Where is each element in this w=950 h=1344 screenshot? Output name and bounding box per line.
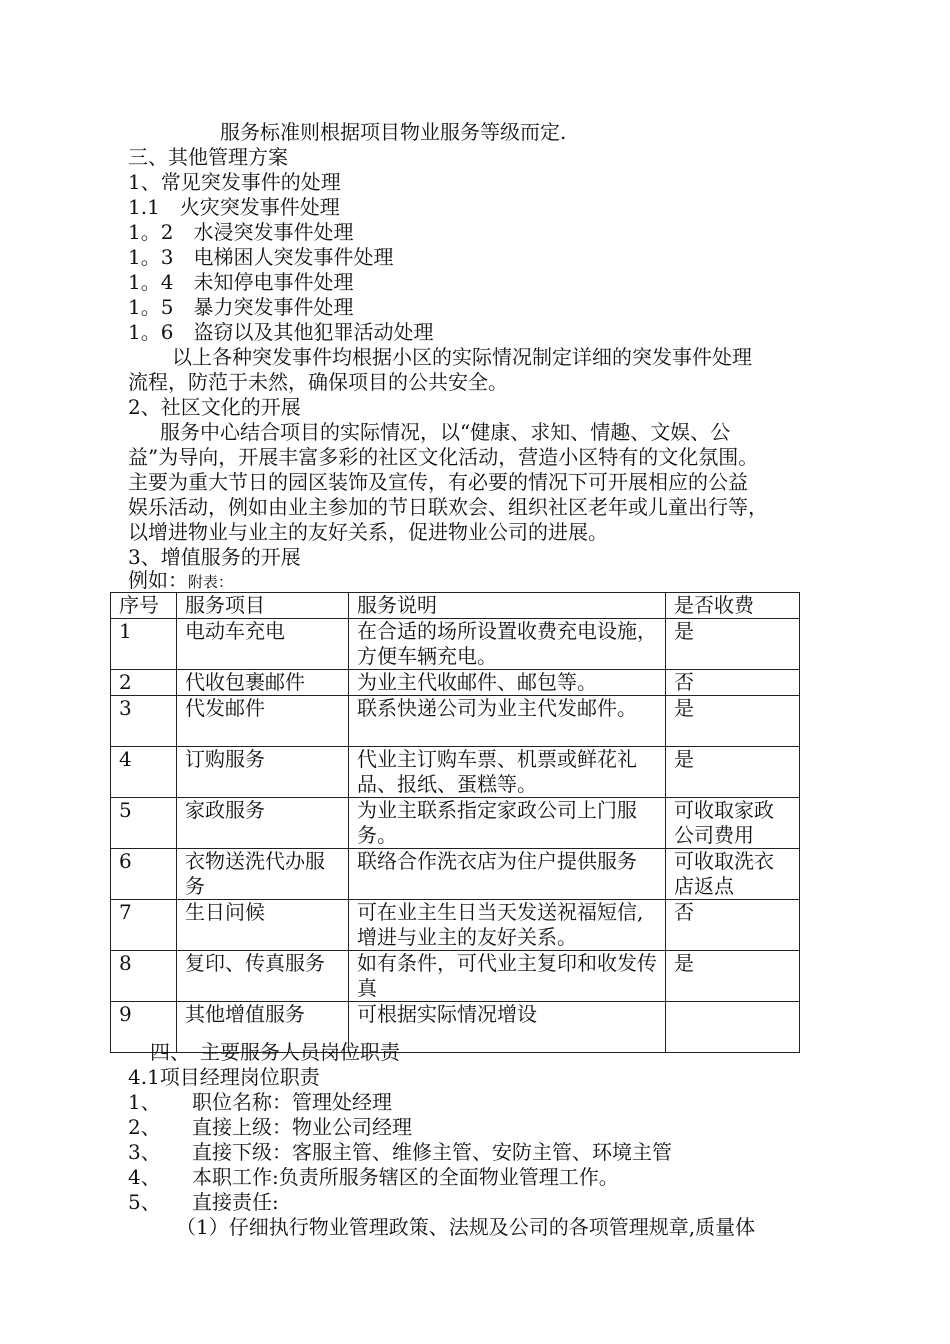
cell-service-description: 为业主联系指定家政公司上门服务。 [349,798,666,849]
cell-service-description: 为业主代收邮件、邮包等。 [349,670,666,696]
subitem-1-5: 1。5 暴力突发事件处理 [128,295,354,319]
cell-charged: 否 [666,900,800,951]
cell-index: 3 [111,696,177,747]
duty-item-text: 直接责任: [192,1190,279,1214]
cell-service-item: 复印、传真服务 [177,951,349,1002]
duty-item-number: 3、 [128,1140,161,1164]
item-1-heading: 1、常见突发事件的处理 [128,170,341,194]
cell-index: 8 [111,951,177,1002]
value-added-services-table [110,592,800,1053]
duty-item [128,1090,392,1115]
emergency-paragraph-line-1: 以上各种突发事件均根据小区的实际情况制定详细的突发事件处理 [172,345,752,369]
cell-service-item: 订购服务 [177,747,349,798]
attachment-label: 附表： [188,573,234,591]
cell-service-description: 联络合作洗衣店为住户提供服务 [349,849,666,900]
cell-index: 7 [111,900,177,951]
cell-service-item: 电动车充电 [177,619,349,670]
culture-paragraph-line-5: 以增进物业与业主的友好关系，促进物业公司的进展。 [128,520,608,544]
culture-paragraph-line-2: 益”为导向，开展丰富多彩的社区文化活动，营造小区特有的文化氛围。 [128,445,759,469]
cell-service-description: 联系快递公司为业主代发邮件。 [349,696,666,747]
example-line [128,568,233,595]
cell-service-description: 代业主订购车票、机票或鲜花礼品、报纸、蛋糕等。 [349,747,666,798]
section-4-1-heading: 4.1项目经理岗位职责 [128,1065,320,1089]
duty-item-number: 2、 [128,1115,161,1139]
header-charged: 是否收费 [666,593,800,619]
duty-item-number: 5、 [128,1190,161,1214]
cell-service-description: 可在业主生日当天发送祝福短信,增进与业主的友好关系。 [349,900,666,951]
section-3-heading: 三、其他管理方案 [128,145,288,169]
cell-index: 1 [111,619,177,670]
table-row [111,798,800,849]
cell-index: 5 [111,798,177,849]
subitem-1-3: 1。3 电梯困人突发事件处理 [128,245,394,269]
duty-item-text: 本职工作:负责所服务辖区的全面物业管理工作。 [192,1165,619,1189]
duty-item-text: 直接上级：物业公司经理 [192,1115,412,1139]
duty-item-number: 1、 [128,1090,161,1114]
duty-item-text: 直接下级：客服主管、维修主管、安防主管、环境主管 [192,1140,672,1164]
culture-paragraph-line-4: 娱乐活动，例如由业主参加的节日联欢会、组织社区老年或儿童出行等， [128,495,768,519]
duty-item [128,1165,619,1190]
subitem-1-6: 1。6 盗窃以及其他犯罪活动处理 [128,320,434,344]
table-row [111,619,800,670]
table-header-row [111,593,800,619]
cell-charged: 否 [666,670,800,696]
cell-charged: 是 [666,747,800,798]
cell-charged: 是 [666,696,800,747]
cell-index: 9 [111,1002,177,1053]
table-row [111,900,800,951]
table-row [111,696,800,747]
emergency-paragraph-line-2: 流程，防范于未然，确保项目的公共安全。 [128,370,508,394]
cell-service-item: 代发邮件 [177,696,349,747]
example-label: 例如： [128,568,188,592]
responsibility-line-1: （1）仔细执行物业管理政策、法规及公司的各项管理规章,质量体 [176,1215,756,1239]
culture-paragraph-line-1: 服务中心结合项目的实际情况，以“健康、求知、情趣、文娱、公 [160,420,731,444]
cell-charged: 是 [666,619,800,670]
cell-service-item: 生日问候 [177,900,349,951]
duty-item-text: 职位名称：管理处经理 [192,1090,392,1114]
item-2-heading: 2、社区文化的开展 [128,395,301,419]
duty-item [128,1190,279,1215]
duty-item-number: 4、 [128,1165,161,1189]
culture-paragraph-line-3: 主要为重大节日的园区装饰及宣传，有必要的情况下可开展相应的公益 [128,470,748,494]
header-service-description: 服务说明 [349,593,666,619]
cell-charged [666,1002,800,1053]
table-row [111,951,800,1002]
cell-service-item: 家政服务 [177,798,349,849]
table-row [111,670,800,696]
duty-item [128,1140,672,1165]
cell-charged: 可收取洗衣店返点 [666,849,800,900]
table-row [111,747,800,798]
cell-service-description: 如有条件，可代业主复印和收发传真 [349,951,666,1002]
intro-line: 服务标准则根据项目物业服务等级而定. [220,120,567,144]
header-index: 序号 [111,593,177,619]
header-service-item: 服务项目 [177,593,349,619]
cell-index: 4 [111,747,177,798]
cell-service-item: 其他增值服务 [177,1002,349,1053]
cell-charged: 可收取家政公司费用 [666,798,800,849]
cell-charged: 是 [666,951,800,1002]
cell-service-item: 衣物送洗代办服务 [177,849,349,900]
item-3-heading: 3、增值服务的开展 [128,545,301,569]
table-row [111,849,800,900]
cell-index: 6 [111,849,177,900]
cell-index: 2 [111,670,177,696]
cell-service-description: 可根据实际情况增设 [349,1002,666,1053]
subitem-1-4: 1。4 未知停电事件处理 [128,270,354,294]
cell-service-description: 在合适的场所设置收费充电设施，方便车辆充电。 [349,619,666,670]
cell-service-item: 代收包裹邮件 [177,670,349,696]
section-4-heading: 四、 主要服务人员岗位职责 [150,1040,400,1064]
duty-item [128,1115,412,1140]
subitem-1-2: 1。2 水浸突发事件处理 [128,220,354,244]
subitem-1-1: 1.1 火灾突发事件处理 [128,195,340,219]
